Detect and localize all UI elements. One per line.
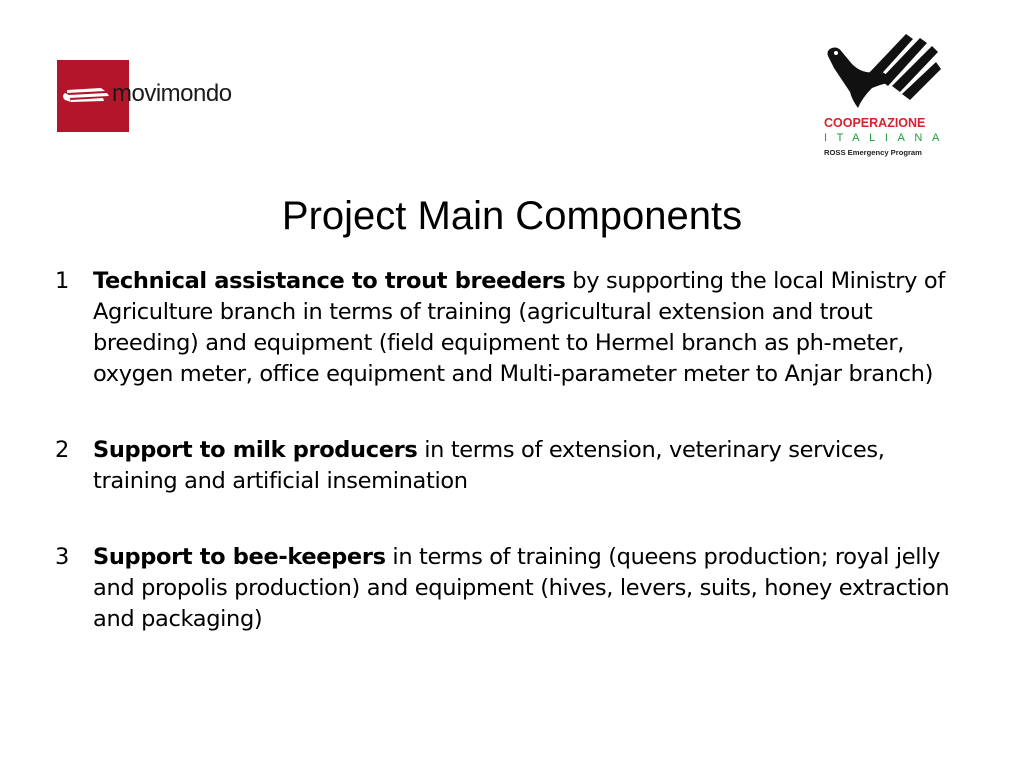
component-item — [55, 542, 955, 635]
item-number: 2 — [55, 437, 69, 463]
italiana-label: ITALIANA — [824, 132, 949, 144]
item-lead: Technical assistance to trout breeders — [93, 268, 566, 294]
component-item — [55, 266, 955, 390]
dove-hand-icon — [822, 28, 948, 114]
cooperazione-italiana-logo — [820, 28, 950, 162]
item-description: in terms of training (queens production; royal jelly and propolis production) and equipment (hives, levers, suits, honey extraction and packaging) — [93, 544, 950, 632]
item-description: in terms of extension, veterinary services, training and artificial insemination — [93, 437, 885, 494]
cooperazione-label: COOPERAZIONE — [824, 116, 926, 130]
components-list — [55, 266, 955, 635]
item-description: by supporting the local Ministry of Agriculture branch in terms of training (agricultural extension and trout breeding) and equipment (field equipment to Hermel branch as ph-meter, oxygen meter, office equipment and Multi-parameter meter to Anjar branch) — [93, 268, 945, 387]
slide-title: Project Main Components — [281, 194, 743, 238]
movimondo-logo — [57, 60, 267, 132]
ross-program-label: ROSS Emergency Program — [824, 148, 922, 157]
movimondo-wordmark: movimondo — [112, 80, 232, 107]
item-number: 3 — [55, 544, 69, 570]
item-lead: Support to bee-keepers — [93, 544, 386, 570]
item-number: 1 — [55, 268, 69, 294]
item-lead: Support to milk producers — [93, 437, 418, 463]
component-item — [55, 435, 955, 497]
